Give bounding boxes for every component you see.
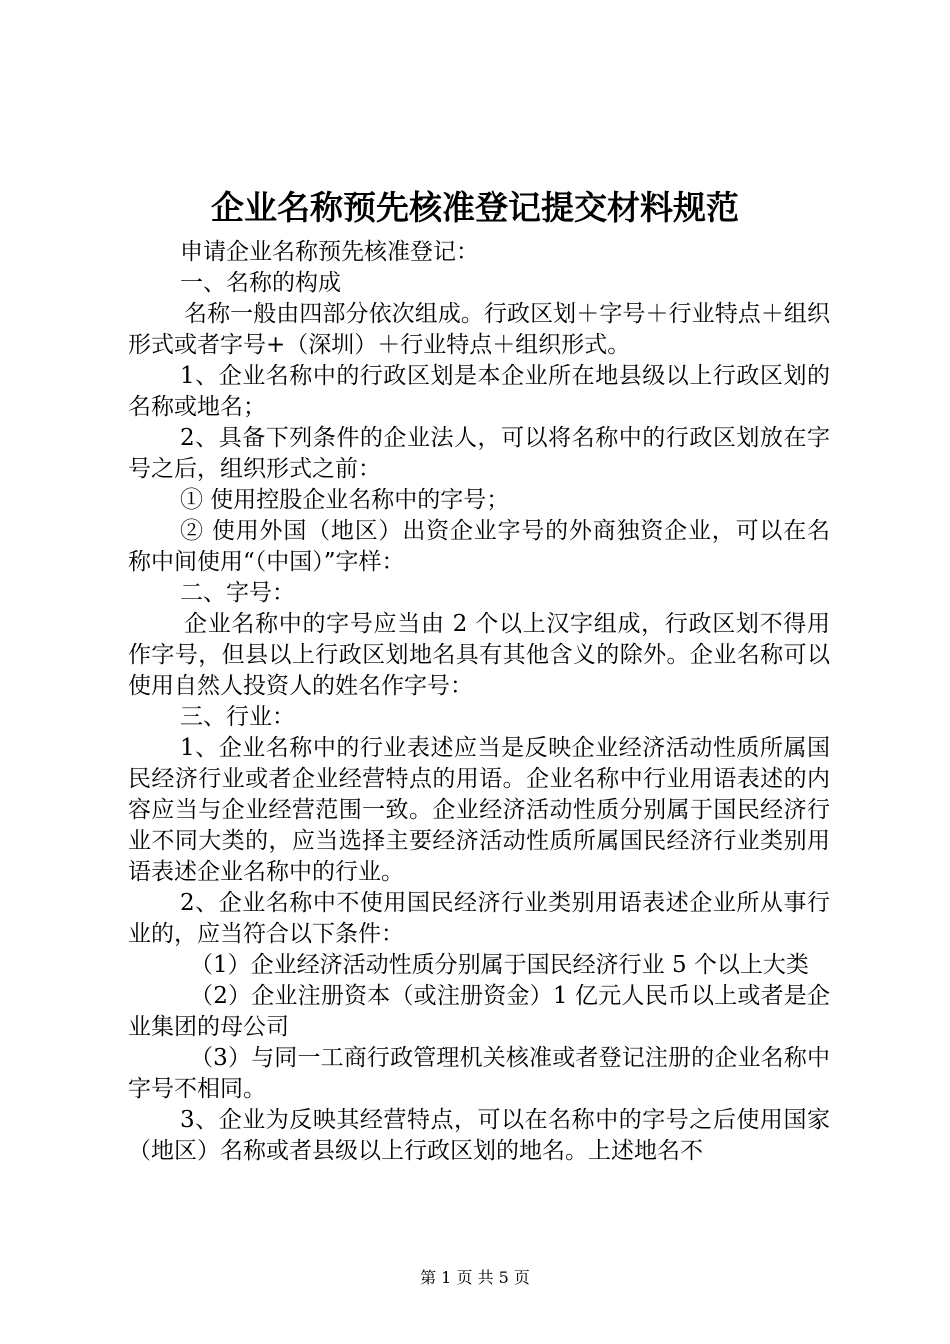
list-item: （1）企业经济活动性质分别属于国民经济行业 5 个以上大类 bbox=[190, 952, 809, 978]
paragraph: 企业名称中的字号应当由 2 个以上汉字组成，行政区划不得用作字号，但县以上行政区划地名具有其他含义的除外。企业名称可以使用自然人投资人的姓名作字号： bbox=[128, 611, 830, 699]
section-heading: 一、名称的构成 bbox=[180, 270, 341, 296]
document-body bbox=[128, 237, 830, 1167]
paragraph: 2、具备下列条件的企业法人，可以将名称中的行政区划放在字号之后，组织形式之前： bbox=[128, 425, 830, 482]
list-item: ① 使用控股企业名称中的字号； bbox=[180, 487, 510, 513]
paragraph: 1、企业名称中的行政区划是本企业所在地县级以上行政区划的名称或地名； bbox=[128, 363, 830, 420]
page-footer: 第 1 页 共 5 页 bbox=[420, 1268, 530, 1287]
list-item: （3）与同一工商行政管理机关核准或者登记注册的企业名称中字号不相同。 bbox=[128, 1045, 830, 1102]
document-title: 企业名称预先核准登记提交材料规范 bbox=[211, 188, 739, 227]
section-heading: 二、字号： bbox=[180, 580, 295, 606]
list-item: （2）企业注册资本（或注册资金）1 亿元人民币以上或者是企业集团的母公司 bbox=[128, 983, 830, 1040]
paragraph: 2、企业名称中不使用国民经济行业类别用语表述企业所从事行业的，应当符合以下条件： bbox=[128, 890, 830, 947]
paragraph: 名称一般由四部分依次组成。行政区划＋字号＋行业特点＋组织形式或者字号+（深圳）＋行业特点＋组织形式。 bbox=[128, 301, 830, 358]
section-heading: 三、行业： bbox=[180, 704, 295, 730]
list-item: ② 使用外国（地区）出资企业字号的外商独资企业，可以在名称中间使用“（中国）”字样： bbox=[128, 518, 830, 575]
paragraph: 3、企业为反映其经营特点，可以在名称中的字号之后使用国家（地区）名称或者县级以上行政区划的地名。上述地名不 bbox=[128, 1107, 830, 1164]
paragraph: 1、企业名称中的行业表述应当是反映企业经济活动性质所属国民经济行业或者企业经营特点的用语。企业名称中行业用语表述的内容应当与企业经营范围一致。企业经济活动性质分别属于国民经济行业不同大类的，应当选择主要经济活动性质所属国民经济行业类别用语表述企业名称中的行业。 bbox=[128, 735, 830, 885]
paragraph: 申请企业名称预先核准登记： bbox=[180, 239, 479, 265]
